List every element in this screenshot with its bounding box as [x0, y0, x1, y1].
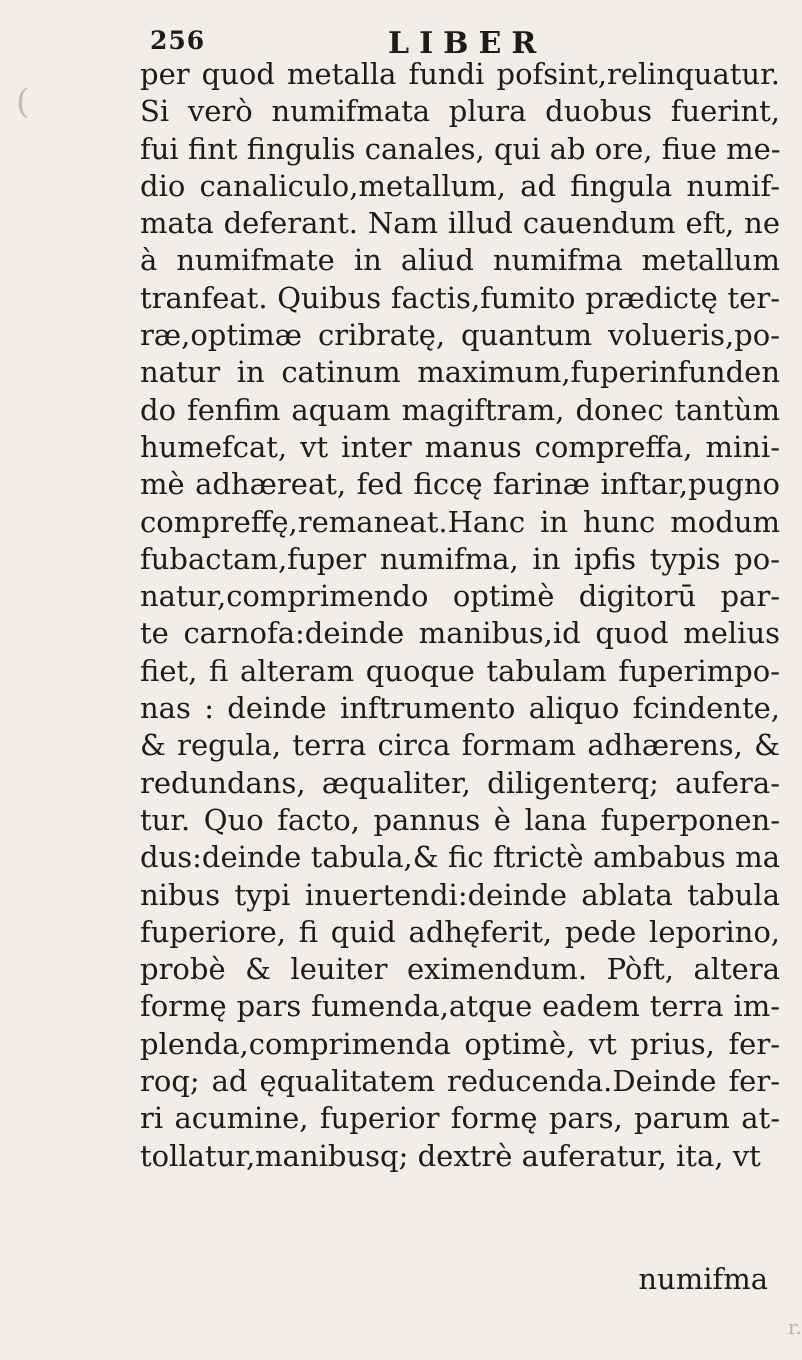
text-line: probè & leuiter eximendum. Pòft, altera	[140, 952, 780, 987]
text-line: fubactam,fuper numifma, in ipfis typis po-	[140, 541, 780, 576]
text-line: fiet, fi alteram quoque tabulam fuperimpo-	[140, 653, 780, 688]
text-line: fuperiore, fi quid adhęferit, pede leporino,	[140, 914, 780, 949]
text-line: te carnofa:deinde manibus,id quod melius	[140, 616, 780, 651]
text-line: tollatur,manibusq; dextrè auferatur, ita, vt	[140, 1138, 761, 1173]
text-line: à numifmate in aliud numifma metallum	[140, 243, 780, 278]
text-line: tranfeat. Quibus factis,fumito prædictę ter-	[140, 280, 780, 315]
text-line: dio canaliculo,metallum, ad fingula numif-	[140, 168, 780, 203]
text-line: roq; ad ęqualitatem reducenda.Deinde fer-	[140, 1064, 780, 1099]
text-line: plenda,comprimenda optimè, vt prius, fer-	[140, 1026, 780, 1061]
text-line: natur in catinum maximum,fuperinfunden	[140, 355, 780, 390]
text-line: formę pars fumenda,atque eadem terra im-	[140, 989, 780, 1024]
text-line: do fenfim aquam magiftram, donec tantùm	[140, 392, 780, 427]
text-line: natur,comprimendo optimè digitorū par-	[140, 579, 780, 614]
text-line: mata deferant. Nam illud cauendum eft, ne	[140, 206, 780, 241]
text-line: & regula, terra circa formam adhærens, &	[140, 728, 780, 763]
text-line: nas : deinde inftrumento aliquo fcindente,	[140, 691, 780, 726]
text-line: per quod metalla fundi pofsint,relinquatur.	[140, 57, 780, 91]
text-line: fui fint fingulis canales, qui ab ore, fiue me-	[140, 131, 781, 166]
body-text	[140, 56, 780, 1175]
running-head: LIBER	[388, 26, 547, 61]
text-line: ræ,optimæ cribratę, quantum volueris,po-	[140, 318, 780, 353]
text-line: humefcat, vt inter manus compreffa, mini-	[140, 429, 780, 464]
text-line: ri acumine, fuperior formę pars, parum at-	[140, 1101, 780, 1136]
text-line: tur. Quo facto, pannus è lana fuperponen-	[140, 802, 780, 837]
catchword: numifma	[638, 1262, 768, 1296]
margin-mark: (	[16, 82, 30, 122]
text-line: redundans, æqualiter, diligenterq; aufera-	[140, 765, 780, 800]
text-line: nibus typi inuertendi:deinde ablata tabula	[140, 877, 780, 912]
page-number: 256	[150, 26, 206, 55]
text-line: compreffę,remaneat.Hanc in hunc modum	[140, 504, 780, 539]
text-line: Si verò numifmata plura duobus fuerint,	[140, 94, 780, 129]
margin-mark: r.	[788, 1315, 802, 1339]
text-line: mè adhæreat, fed ficcę farinæ inftar,pugno	[140, 467, 780, 502]
text-line: dus:deinde tabula,& fic ftrictè ambabus ma	[140, 840, 780, 875]
